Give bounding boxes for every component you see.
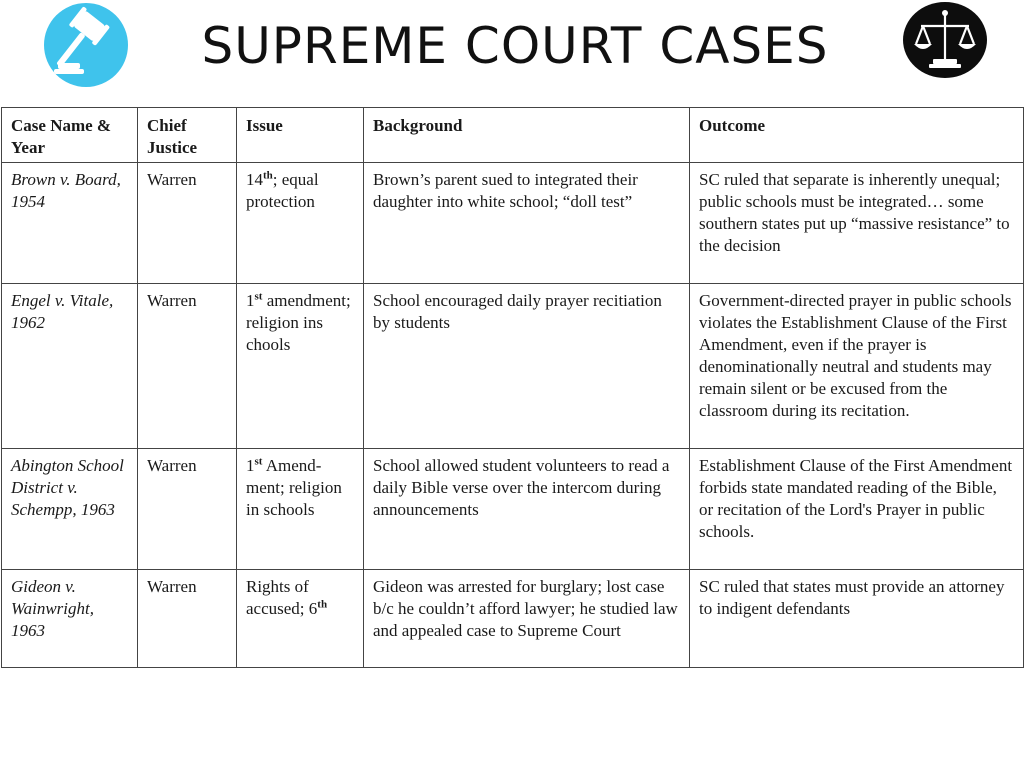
ordinal-suffix: th: [263, 169, 273, 182]
column-header-case: Case Name & Year: [2, 108, 138, 163]
outcome-cell: Government-directed prayer in public schools violates the Establishment Clause of the First Amendment, even if the prayer is denominationally neutral and students may remain silent or be excused from the classroom during its recitation.: [690, 284, 1024, 449]
ordinal-suffix: st: [254, 455, 263, 468]
background-cell: School encouraged daily prayer recitiation by students: [364, 284, 690, 449]
column-header-issue: Issue: [237, 108, 364, 163]
table-row: [2, 163, 1024, 284]
issue-text: 14: [246, 170, 263, 189]
outcome-cell: Establishment Clause of the First Amendment forbids state mandated reading of the Bible, or recitation of the Lord's Prayer in public schools.: [690, 449, 1024, 570]
column-header-background: Background: [364, 108, 690, 163]
table-header-row: [2, 108, 1024, 163]
issue-cell: [237, 449, 364, 570]
issue-text: Amend-ment; religion in schools: [246, 456, 342, 519]
issue-cell: [237, 284, 364, 449]
page-header: [0, 0, 1024, 100]
table-row: [2, 570, 1024, 668]
table-row: [2, 449, 1024, 570]
cases-table: [1, 107, 1024, 668]
outcome-cell: SC ruled that separate is inherently unequal; public schools must be integrated… some southern states put up “massive resistance” to the decision: [690, 163, 1024, 284]
issue-text: 1: [246, 291, 255, 310]
case-name-cell: Engel v. Vitale, 1962: [2, 284, 138, 449]
issue-text: amendment; religion ins chools: [246, 291, 351, 354]
ordinal-suffix: st: [254, 290, 263, 303]
chief-justice-cell: Warren: [138, 570, 237, 668]
column-header-outcome: Outcome: [690, 108, 1024, 163]
chief-justice-cell: Warren: [138, 449, 237, 570]
outcome-cell: SC ruled that states must provide an attorney to indigent defendants: [690, 570, 1024, 668]
issue-text: Rights of accused; 6: [246, 577, 318, 618]
case-name-cell: Gideon v. Wainwright, 1963: [2, 570, 138, 668]
case-name-cell: Brown v. Board, 1954: [2, 163, 138, 284]
background-cell: Gideon was arrested for burglary; lost case b/c he couldn’t afford lawyer; he studied law and appealed case to Supreme Court: [364, 570, 690, 668]
chief-justice-cell: Warren: [138, 163, 237, 284]
issue-cell: [237, 570, 364, 668]
background-cell: Brown’s parent sued to integrated their daughter into white school; “doll test”: [364, 163, 690, 284]
gavel-icon: [44, 3, 128, 87]
page-title: SUPREME COURT CASES: [201, 17, 829, 75]
chief-justice-cell: Warren: [138, 284, 237, 449]
issue-cell: [237, 163, 364, 284]
issue-text: ; equal protection: [246, 170, 319, 211]
scales-of-justice-icon: [903, 2, 987, 78]
ordinal-suffix: th: [317, 598, 328, 611]
issue-text: 1: [246, 456, 255, 475]
column-header-chief-justice: Chief Justice: [138, 108, 237, 163]
case-name-cell: Abington School District v. Schempp, 1963: [2, 449, 138, 570]
table-row: [2, 284, 1024, 449]
background-cell: School allowed student volunteers to read a daily Bible verse over the intercom during announcements: [364, 449, 690, 570]
